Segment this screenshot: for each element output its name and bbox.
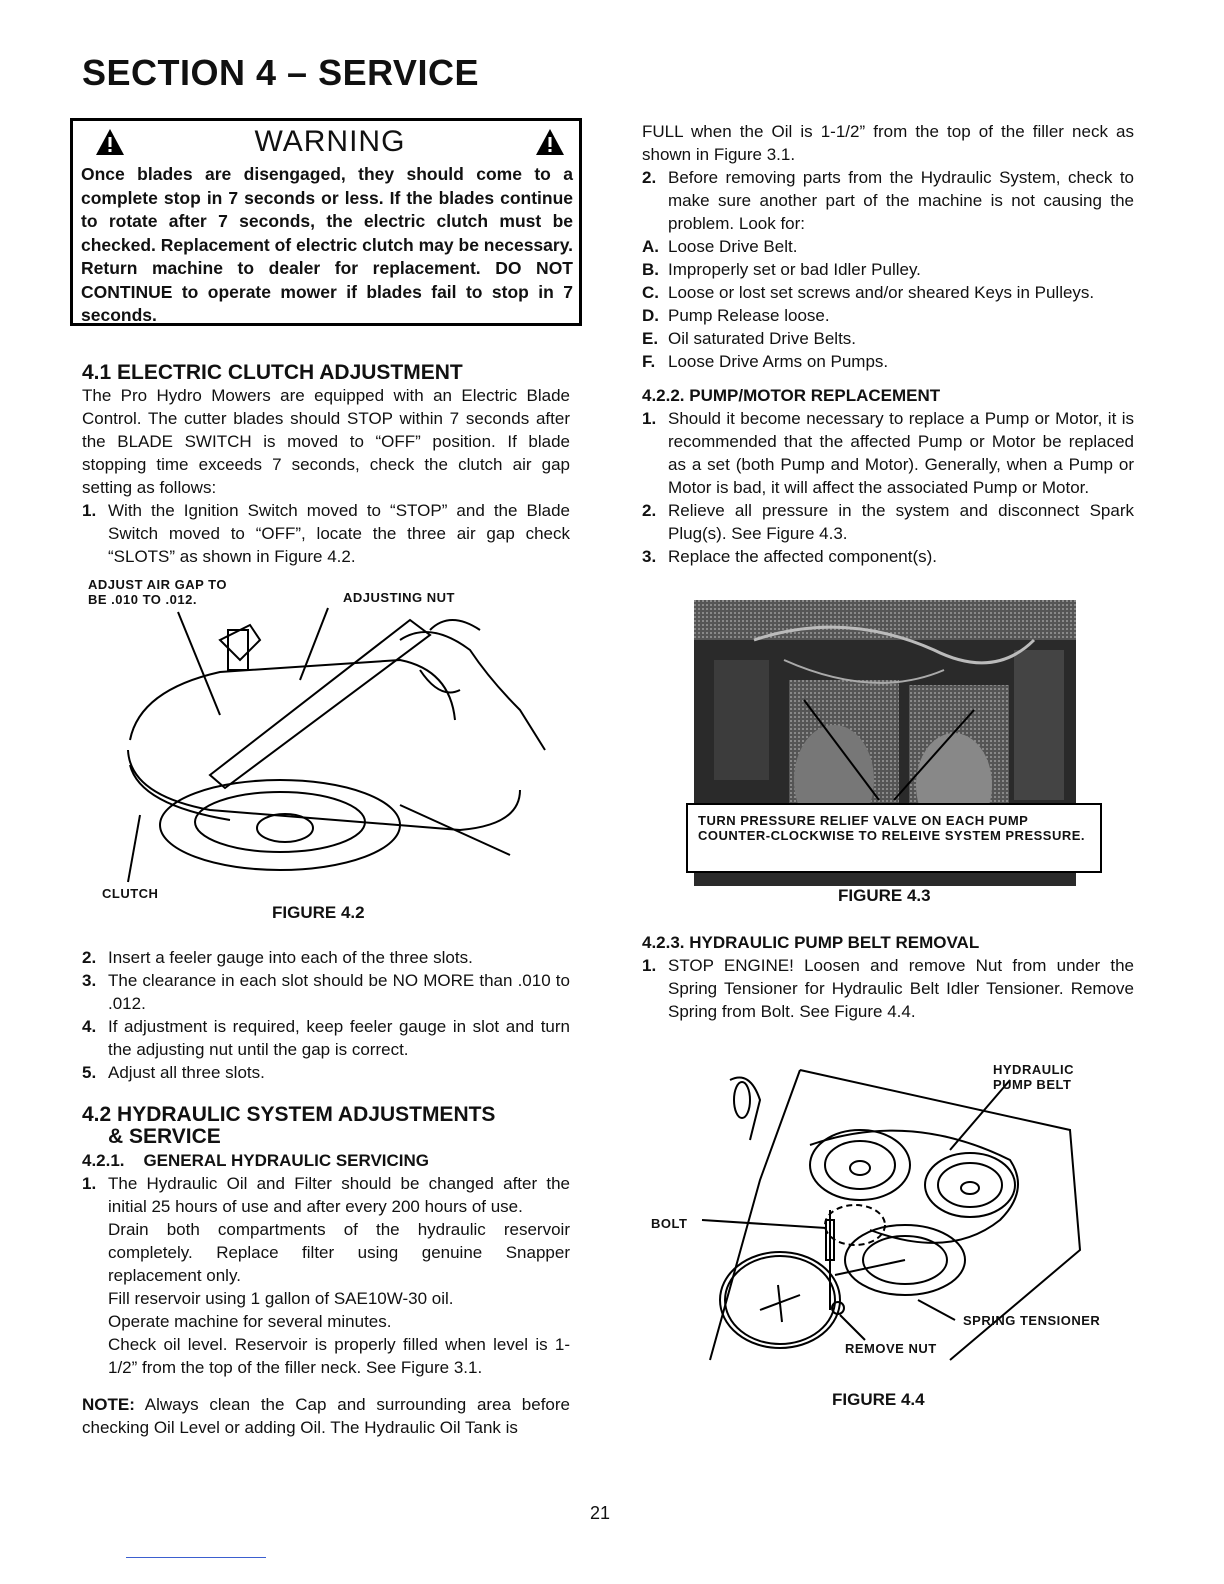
list-item: 5. Adjust all three slots. (82, 1063, 265, 1082)
heading-4-2-line2: & SERVICE (108, 1125, 221, 1148)
warning-header (73, 121, 579, 163)
continued-text: FULL when the Oil is 1-1/2” from the top of the filler neck as shown in Figure 3.1. (642, 122, 1134, 164)
list-item: D. Pump Release loose. (642, 306, 830, 325)
warning-box (70, 118, 582, 326)
section-title: SECTION 4 – SERVICE (82, 52, 479, 93)
list-item: B. Improperly set or bad Idler Pulley. (642, 260, 921, 279)
footer-rule (126, 1557, 266, 1558)
list-item: C. Loose or lost set screws and/or sheared Keys in Pulleys. (642, 283, 1095, 302)
list-item (82, 499, 570, 568)
list-item: 3. Replace the affected component(s). (642, 547, 938, 566)
list-item: 1. The Hydraulic Oil and Filter should be changed after the initial 25 hours of use and after every 200 hours of use. Drain both compartments of the hydraulic reservoir completely. Replace filter using genuine Snapper replacement only. Fill reservoir using 1 gallon of SAE10W-30 oil. Operate machine for several minutes. Check oil level. Reservoir is properly filled when level is 1-1/2” from the top of the filler neck. See Figure 3.1. (82, 1174, 570, 1377)
figure-4-2-caption: FIGURE 4.2 (272, 903, 365, 922)
section-4-2-3 (642, 932, 1134, 1023)
fig44-label-belt: HYDRAULIC PUMP BELT (993, 1062, 1075, 1092)
fig42-label-gap: ADJUST AIR GAP TO BE .010 TO .012. (88, 577, 228, 607)
list-item: 2. Relieve all pressure in the system and disconnect Spark Plug(s). See Figure 4.3. (642, 501, 1134, 543)
heading-4-2-1: 4.2.1. GENERAL HYDRAULIC SERVICING (82, 1151, 430, 1170)
step-text: With the Ignition Switch moved to “STOP” and the Blade Switch moved to “OFF”, locate the three air gap check “SLOTS” as shown in Figure 4.2. (108, 501, 570, 566)
warning-triangle-icon (535, 128, 565, 156)
list-item: 4. If adjustment is required, keep feeler gauge in slot and turn the adjusting nut until the gap is correct. (82, 1017, 570, 1059)
list-item: 2. Before removing parts from the Hydraulic System, check to make sure another part of the machine is not causing the problem. Look for: (642, 168, 1134, 233)
list-item: 2. Insert a feeler gauge into each of the three slots. (82, 948, 473, 967)
list-item: E. Oil saturated Drive Belts. (642, 329, 857, 348)
right-column-top (642, 120, 1134, 568)
fig44-label-spring: SPRING TENSIONER (963, 1313, 1101, 1328)
list-item: A. Loose Drive Belt. (642, 237, 798, 256)
heading-4-2-3: 4.2.3. HYDRAULIC PUMP BELT REMOVAL (642, 933, 980, 952)
fig42-label-clutch: CLUTCH (102, 886, 159, 901)
fig44-label-nut: REMOVE NUT (845, 1341, 937, 1356)
figure-4-3-callout: TURN PRESSURE RELIEF VALVE ON EACH PUMP COUNTER-CLOCKWISE TO RELEIVE SYSTEM PRESSURE. (686, 803, 1102, 873)
fig42-label-nut: ADJUSTING NUT (343, 590, 455, 605)
heading-4-2: 4.2 HYDRAULIC SYSTEM ADJUSTMENTS (82, 1103, 496, 1126)
step-number: 1. (82, 501, 97, 520)
note: NOTE: Always clean the Cap and surrounding area before checking Oil Level or adding Oil. The Hydraulic Oil Tank is (82, 1395, 570, 1437)
section-4-2 (82, 1104, 570, 1439)
list-item: F. Loose Drive Arms on Pumps. (642, 352, 889, 371)
s41-steps (82, 946, 570, 1084)
list-item: 1. STOP ENGINE! Loosen and remove Nut from under the Spring Tensioner for Hydraulic Belt Idler Tensioner. Remove Spring from Bolt. See Figure 4.4. (642, 956, 1134, 1021)
list-item: 1. Should it become necessary to replace a Pump or Motor, it is recommended that the affected Pump or Motor be replaced as a set (both Pump and Motor). Generally, when a Pump or Motor is bad, it will affect the associated Pump or Motor. (642, 409, 1134, 497)
heading-4-1: 4.1 ELECTRIC CLUTCH ADJUSTMENT (82, 361, 463, 384)
warning-text: Once blades are disengaged, they should come to a complete stop in 7 seconds or less. If the blades continue to rotate after 7 seconds, the electric clutch must be checked. Replacement of electric clutch may be necessary. Return machine to dealer for replacement. DO NOT CONTINUE to operate mower if blades fail to stop in 7 seconds. (81, 164, 573, 325)
figure-4-3-caption: FIGURE 4.3 (838, 886, 931, 905)
fig44-label-bolt: BOLT (651, 1216, 688, 1231)
figure-4-2-clutch-drawing (100, 600, 560, 890)
warning-title: WARNING (254, 125, 406, 158)
section-4-1 (82, 362, 570, 568)
heading-4-2-2: 4.2.2. PUMP/MOTOR REPLACEMENT (642, 386, 941, 405)
s41-intro: The Pro Hydro Mowers are equipped with an Electric Blade Control. The cutter blades should STOP within 7 seconds after the BLADE SWITCH is moved to “OFF” position. If blade stopping time exceeds 7 seconds, check the clutch air gap setting as follows: (82, 386, 570, 497)
figure-4-4-caption: FIGURE 4.4 (832, 1390, 925, 1409)
warning-triangle-icon (95, 128, 125, 156)
page-number: 21 (590, 1503, 611, 1523)
list-item: 3. The clearance in each slot should be NO MORE than .010 to .012. (82, 971, 570, 1013)
